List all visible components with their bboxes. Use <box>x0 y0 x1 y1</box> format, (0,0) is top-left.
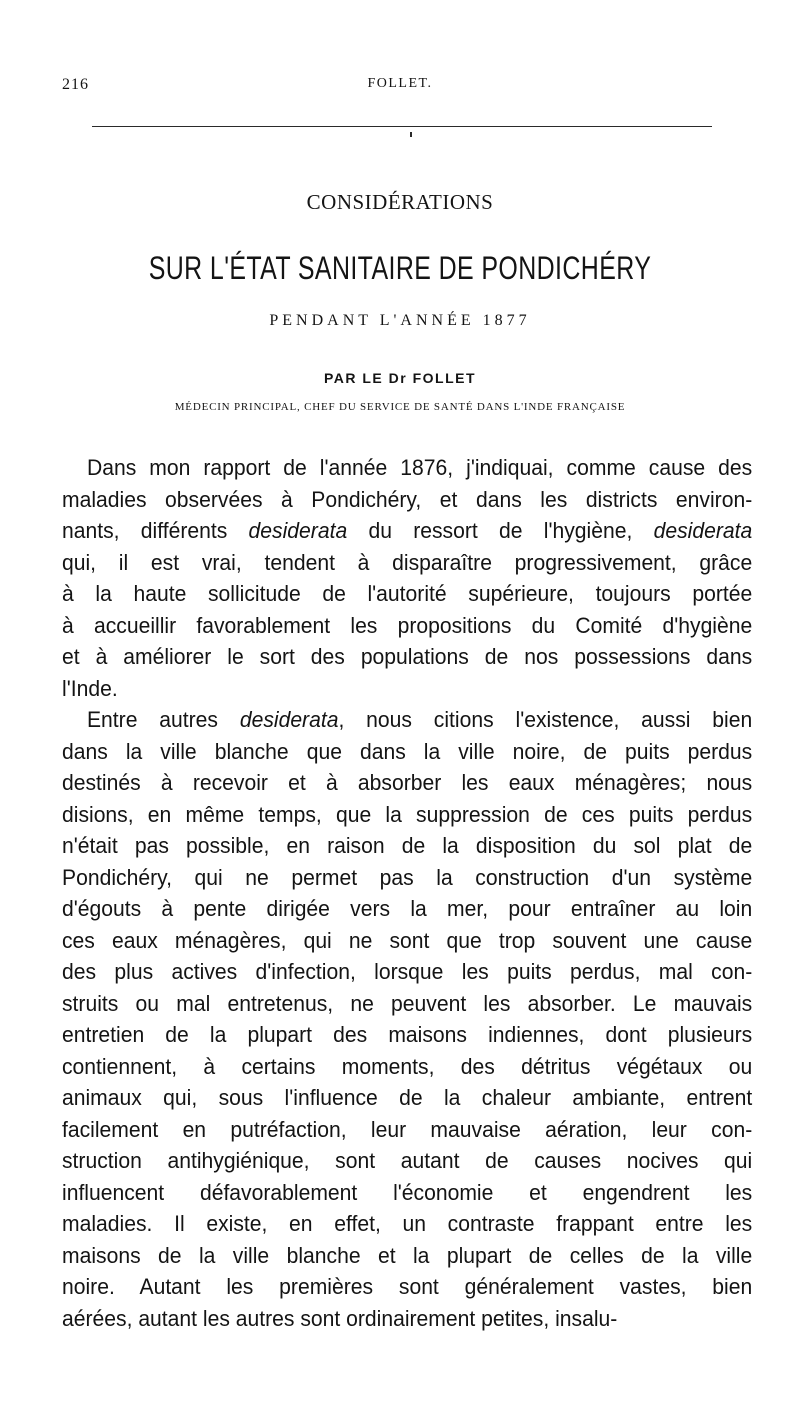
article-title-line-3: PENDANT L'ANNÉE 1877 <box>269 312 531 329</box>
body-line: Dans mon rapport de l'année 1876, j'indiquai, comme cause des <box>86 455 753 480</box>
body-line: dans la ville blanche que dans la ville noire, de puits perdus <box>62 738 753 764</box>
body-line: influencent défavorablement l'économie et engendrent les <box>62 1179 753 1205</box>
article-title-line-2: SUR L'ÉTAT SANITAIRE DE PONDICHÉRY <box>148 250 652 286</box>
body-line: disions, en même temps, que la suppression de ces puits perdus <box>62 801 753 827</box>
body-line: struits ou mal entretenus, ne peuvent les absorber. Le mauvais <box>62 990 753 1016</box>
body-line: à la haute sollicitude de l'autorité supérieure, toujours portée <box>62 581 753 606</box>
body-line: Entre autres desiderata, nous citions l'existence, aussi bien <box>86 707 753 732</box>
body-line: destinés à recevoir et à absorber les eaux ménagères; nous <box>62 770 753 795</box>
header-rule-mark <box>410 132 412 137</box>
body-line: d'égouts à pente dirigée vers la mer, pour entraîner au loin <box>62 896 753 921</box>
running-title: FOLLET. <box>367 76 433 91</box>
body-line: Pondichéry, qui ne permet pas la construction d'un système <box>62 864 753 890</box>
body-line: et à améliorer le sort des populations de nos possessions dans <box>62 644 753 669</box>
body-line: aérées, autant les autres sont ordinairement petites, insalu- <box>62 1305 618 1331</box>
body-line: maisons de la ville blanche et la plupart de celles de la ville <box>62 1242 753 1268</box>
body-text <box>62 452 752 1334</box>
body-line: n'était pas possible, en raison de la disposition du sol plat de <box>62 833 753 858</box>
body-line: contiennent, à certains moments, des détritus végétaux ou <box>62 1053 753 1079</box>
body-line: struction antihygiénique, sont autant de causes nocives qui <box>62 1148 753 1173</box>
body-line: noire. Autant les premières sont généralement vastes, bien <box>62 1274 753 1299</box>
author-affiliation: MÉDECIN PRINCIPAL, CHEF DU SERVICE DE SANTÉ DANS L'INDE FRANÇAISE <box>174 401 626 413</box>
author-byline: PAR LE Dr FOLLET <box>323 370 477 386</box>
body-line: maladies. Il existe, en effet, un contraste frappant entre les <box>62 1211 753 1236</box>
body-line: animaux qui, sous l'influence de la chaleur ambiante, entrent <box>62 1085 753 1110</box>
body-line: entretien de la plupart des maisons indiennes, dont plusieurs <box>62 1022 753 1047</box>
body-line: ces eaux ménagères, qui ne sont que trop souvent une cause <box>62 927 753 953</box>
page-number: 216 <box>62 76 89 93</box>
running-header <box>62 76 738 98</box>
body-line: à accueillir favorablement les propositions du Comité d'hygiène <box>62 612 753 638</box>
header-rule <box>92 126 712 127</box>
article-title-line-1: CONSIDÉRATIONS <box>306 190 494 214</box>
body-line: nants, différents desiderata du ressort de l'hygiène, desiderata <box>62 518 753 543</box>
body-line: qui, il est vrai, tendent à disparaître progressivement, grâce <box>62 549 753 575</box>
body-line: l'Inde. <box>62 675 118 701</box>
body-line: des plus actives d'infection, lorsque les puits perdus, mal con- <box>62 959 753 984</box>
body-line: maladies observées à Pondichéry, et dans les districts environ- <box>62 486 753 512</box>
body-line: facilement en putréfaction, leur mauvaise aération, leur con- <box>62 1116 753 1142</box>
